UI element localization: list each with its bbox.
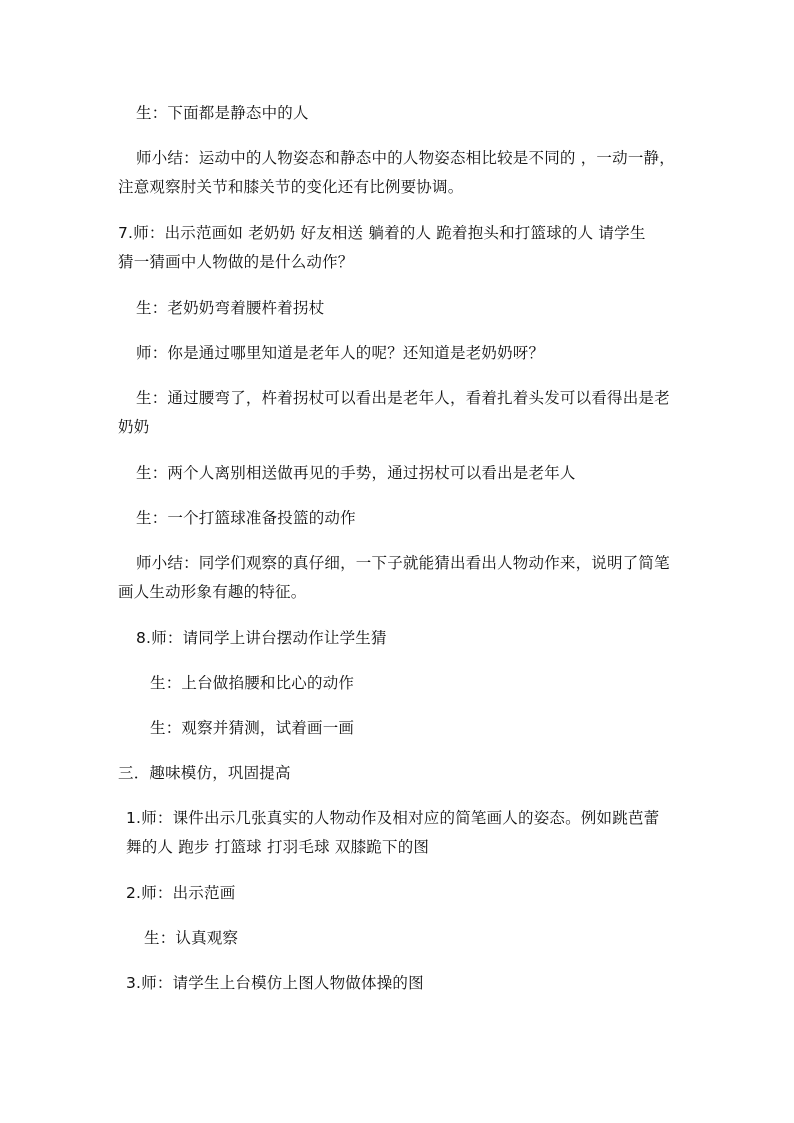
text-line: 奶奶 xyxy=(118,418,150,436)
text-line: 师小结：同学们观察的真仔细，一下子就能猜出看出人物动作来，说明了简笔 xyxy=(136,554,670,572)
text-line: 生：观察并猜测，试着画一画 xyxy=(150,719,355,737)
text-line: 2.师：出示范画 xyxy=(126,884,236,902)
text-line: 8.师：请同学上讲台摆动作让学生猜 xyxy=(136,629,387,647)
text-line: 生：下面都是静态中的人 xyxy=(136,104,309,122)
text-line: 生：认真观察 xyxy=(144,929,239,947)
text-line: 生：一个打篮球准备投篮的动作 xyxy=(136,509,356,527)
text-line: 7.师：出示范画如 老奶奶 好友相送 躺着的人 跪着抱头和打篮球的人 请学生 xyxy=(118,224,646,242)
text-line: 舞的人 跑步 打篮球 打羽毛球 双膝跪下的图 xyxy=(126,838,430,856)
text-line: 生：老奶奶弯着腰杵着拐杖 xyxy=(136,299,325,317)
text-line: 3.师：请学生上台模仿上图人物做体操的图 xyxy=(126,974,424,992)
text-line: 生：通过腰弯了，杵着拐杖可以看出是老年人，看着扎着头发可以看得出是老 xyxy=(136,389,670,407)
text-line: 生：两个人离别相送做再见的手势，通过拐杖可以看出是老年人 xyxy=(136,464,576,482)
text-line: 生：上台做掐腰和比心的动作 xyxy=(150,674,355,692)
text-line: 师小结：运动中的人物姿态和静态中的人物姿态相比较是不同的 ，一动一静， xyxy=(136,149,675,167)
section-heading: 三．趣味模仿，巩固提高 xyxy=(118,764,291,782)
text-line: 1.师：课件出示几张真实的人物动作及相对应的简笔画人的姿态。例如跳芭蕾 xyxy=(126,809,660,827)
text-line: 师：你是通过哪里知道是老年人的呢？还知道是老奶奶呀？ xyxy=(136,344,545,362)
text-line: 猜一猜画中人物做的是什么动作？ xyxy=(118,253,354,271)
text-line: 画人生动形象有趣的特征。 xyxy=(118,583,307,601)
text-line: 注意观察肘关节和膝关节的变化还有比例要协调。 xyxy=(118,178,464,196)
